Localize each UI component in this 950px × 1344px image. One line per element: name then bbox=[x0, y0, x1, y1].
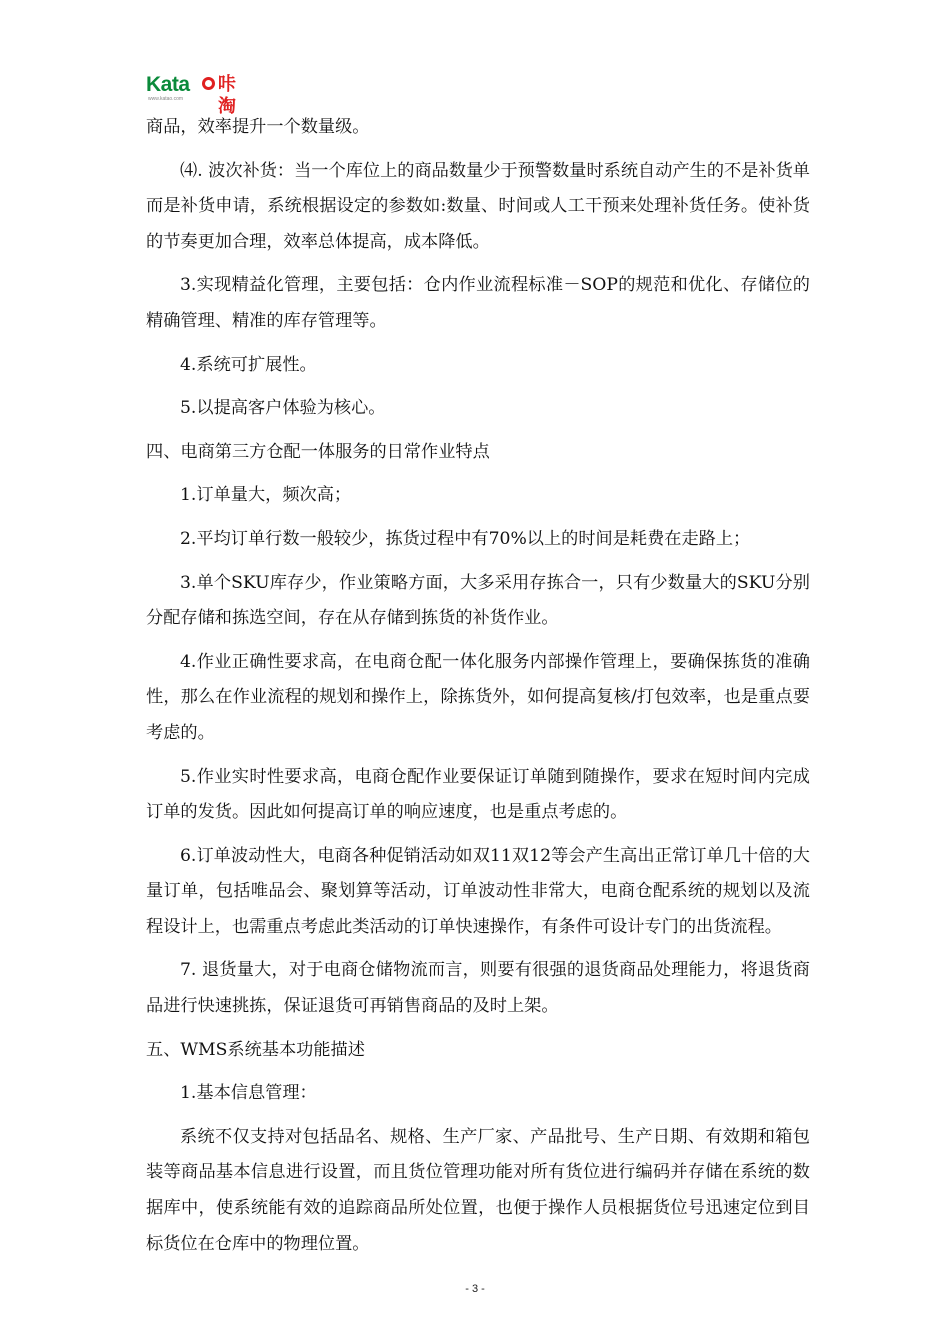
paragraph-scalability: 4.系统可扩展性。 bbox=[180, 354, 317, 375]
paragraph-continuation: 商品，效率提升一个数量级。 bbox=[146, 117, 370, 137]
paragraph-item-2: 2.平均订单行数一般较少，拣货过程中有70%以上的时间是耗费在走路上； bbox=[180, 528, 751, 549]
paragraph-basic-info-title: 1.基本信息管理： bbox=[180, 1083, 317, 1104]
paragraph-item-1: 1.订单量大，频次高； bbox=[180, 485, 352, 506]
document-body bbox=[146, 110, 810, 1262]
logo-chinese-text: 咔淘 bbox=[218, 74, 237, 117]
paragraph-item-4: 4.作业正确性要求高，在电商仓配一体化服务内部操作管理上，要确保拣货的准确性，那么在作业流程的规划和操作上，除拣货外，如何提高复核/打包效率，也是重点要考虑的。 bbox=[146, 651, 810, 743]
paragraph-wave-replenishment: ⑷. 波次补货：当一个库位上的商品数量少于预警数量时系统自动产生的不是补货单而是补货申请，系统根据设定的参数如:数量、时间或人工干预来处理补货任务。使补货的节奏更加合理，效率总体提高，成本降低。 bbox=[146, 160, 810, 252]
paragraph-lean-management: 3.实现精益化管理，主要包括：仓内作业流程标准－SOP的规范和优化、存储位的精确管理、精准的库存管理等。 bbox=[146, 275, 810, 331]
logo-subtext: www.katao.com bbox=[148, 96, 184, 102]
paragraph-basic-info-body: 系统不仅支持对包括品名、规格、生产厂家、产品批号、生产日期、有效期和箱包装等商品基本信息进行设置，而且货位管理功能对所有货位进行编码并存储在系统的数据库中，使系统能有效的追踪商品所处位置，也便于操作人员根据货位号迅速定位到目标货位在仓库中的物理位置。 bbox=[146, 1126, 810, 1254]
section-heading-4: 四、电商第三方仓配一体服务的日常作业特点 bbox=[146, 441, 490, 462]
paragraph-item-3: 3.单个SKU库存少，作业策略方面，大多采用存拣合一，只有少数量大的SKU分别分配存储和拣选空间，存在从存储到拣货的补货作业。 bbox=[146, 572, 810, 629]
logo-latin-text: Kata bbox=[146, 73, 190, 96]
section-heading-5: 五、WMS系统基本功能描述 bbox=[146, 1039, 365, 1060]
logo-ring-icon bbox=[202, 77, 215, 90]
paragraph-item-5: 5.作业实时性要求高，电商仓配作业要保证订单随到随操作，要求在短时间内完成订单的发货。因此如何提高订单的响应速度，也是重点考虑的。 bbox=[146, 766, 810, 823]
paragraph-customer-experience: 5.以提高客户体验为核心。 bbox=[180, 398, 386, 419]
paragraph-item-6: 6.订单波动性大，电商各种促销活动如双11双12等会产生高出正常订单几十倍的大量订单，包括唯品会、聚划算等活动，订单波动性非常大，电商仓配系统的规划以及流程设计上，也需重点考虑此类活动的订单快速操作，有条件可设计专门的出货流程。 bbox=[146, 845, 810, 937]
page-number: - 3 - bbox=[465, 1283, 485, 1295]
paragraph-item-7: 7. 退货量大，对于电商仓储物流而言，则要有很强的退货商品处理能力，将退货商品进行快速挑拣，保证退货可再销售商品的及时上架。 bbox=[146, 960, 810, 1017]
